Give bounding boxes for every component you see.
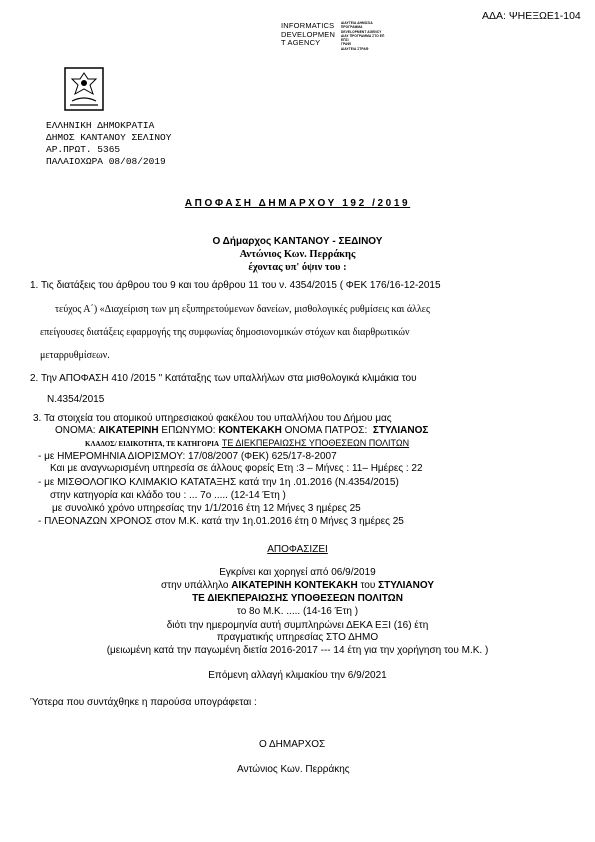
logo-small-line: ΓΡΑΦΙ xyxy=(341,42,352,47)
detail-line: Και με αναγνωρισμένη υπηρεσία σε άλλους φορείς Ετη :3 – Μήνες : 11– Ημέρες : 22 xyxy=(50,463,423,474)
logo-small-line: ΔΙΑΥΓΕΙΑ ΔΗΜΟΣΙΑ xyxy=(341,21,373,25)
logo-small-line: ΠΡΟΓΡΑΜΜΑ xyxy=(341,25,363,30)
item-1-line: 1. Τις διατάξεις του άρθρου του 9 και του άρθρου 11 του ν. 4354/2015 ( ΦΕΚ 176/16-12-2015 xyxy=(30,280,441,291)
document-header xyxy=(46,120,171,168)
logo-small-line: ΔΙΑΥ ΠΡΟΓΡΑΜΜΑ ΣΤΟ ΕΠ xyxy=(341,33,385,38)
branch-value: ΤΕ ΔΙΕΚΠΕΡΑΙΩΣΗΣ ΥΠΟΘΕΣΕΩΝ ΠΟΛΙΤΩΝ xyxy=(221,438,410,448)
municipal-seal-icon xyxy=(64,67,104,111)
employee-branch-line xyxy=(85,438,409,449)
decision-branch: ΤΕ ΔΙΕΚΠΕΡΑΙΩΣΗΣ ΥΠΟΘΕΣΕΩΝ ΠΟΛΙΤΩΝ xyxy=(192,593,403,604)
header-line: ΔΗΜΟΣ ΚΑΝΤΑΝΟΥ ΣΕΛΙΝΟΥ xyxy=(46,132,172,143)
detail-line: - με ΗΜΕΡΟΜΗΝΙΑ ΔΙΟΡΙΣΜΟΥ: 17/08/2007 (ΦΕΚ) 625/17-8-2007 xyxy=(38,451,337,462)
item-1-line: επείγουσες διατάξεις εφαρμογής της συμφωνίας δημοσιονομικών στόχων και διαρθρωτικών xyxy=(40,327,410,338)
item-2-line: 2. Την ΑΠΟΦΑΣΗ 410 /2015 " Κατάταξης των υπαλλήλων στα μισθολογικά κλιμάκια του xyxy=(30,373,417,384)
decision-grade: το 8ο Μ.Κ. ..... (14-16 Έτη ) xyxy=(236,606,359,617)
detail-line: στην κατηγορία και κλάδο του : ... 7ο ..... (12-14 Έτη ) xyxy=(50,490,286,501)
header-line: ΑΡ.ΠΡΩΤ. 5365 xyxy=(46,144,121,155)
signature-name: Αντώνιος Κων. Περράκης xyxy=(237,764,350,775)
closing-line: Ύστερα που συντάχθηκε η παρούσα υπογράφεται : xyxy=(30,697,257,708)
item-1-line: τεύχος Α΄) «Διαχείριση των μη εξυπηρετούμενων δανείων, μισθολογικές ρυθμίσεις και άλλες xyxy=(55,304,430,315)
employee-surname: ΚΟΝΤΕΚΑΚΗ xyxy=(218,425,282,436)
header-line: ΕΛΛΗΝΙΚΗ ΔΗΜΟΚΡΑΤΙΑ xyxy=(46,120,155,131)
surname-label: ΕΠΩΝΥΜΟ: xyxy=(161,425,216,436)
logo-small-line: ΕΠΣΙ xyxy=(341,38,349,43)
logo-small-line: DEVELOPMENT AGENCY xyxy=(341,29,382,34)
branch-label: ΚΛΑΔΟΣ/ ΕΙΔΙΚΟΤΗΤΑ, ΤΕ ΚΑΤΗΓΟΡΙΑ xyxy=(85,440,220,448)
logo-small-text xyxy=(341,21,384,51)
employee-father-name: ΣΤΥΛΙΑΝΟΣ xyxy=(372,425,429,436)
decision-line: διότι την ημερομηνία αυτή συμπληρώνει ΔΕΚΑ ΕΞΙ (16) έτη xyxy=(166,620,429,631)
mayor-line: Ο Δήμαρχος ΚΑΝΤΑΝΟΥ - ΣΕΔΙΝΟΥ xyxy=(212,236,383,247)
item-3-line: 3. Τα στοιχεία του ατομικού υπηρεσιακού φακέλου του υπαλλήλου του Δήμου μας xyxy=(33,413,392,424)
father-label: ΟΝΟΜΑ ΠΑΤΡΟΣ: xyxy=(284,425,368,436)
signature-role: Ο ΔΗΜΑΡΧΟΣ xyxy=(259,739,326,750)
detail-line: με συνολικό χρόνο υπηρεσίας την 1/1/2016 έτη 12 Μήνες 3 ημέρες 25 xyxy=(52,503,361,514)
decision-line xyxy=(0,580,595,591)
decision-title: ΑΠΟΦΑΣΗ ΔΗΜΑΡΧΟΥ 192 /2019 xyxy=(184,198,411,209)
next-change: Επόμενη αλλαγή κλιμακίου την 6/9/2021 xyxy=(208,670,387,681)
decision-line: Εγκρίνει και χορηγεί από 06/9/2019 xyxy=(219,567,376,578)
logo-line: T AGENCY xyxy=(281,38,321,47)
logo-line: DEVELOPMEN xyxy=(281,29,336,39)
ada-code: ΑΔΑ: ΨΗΕΞΩΕ1-104 xyxy=(482,10,581,22)
detail-line: - ΠΛΕΟΝΑΖΩΝ ΧΡΟΝΟΣ στον Μ.Κ. κατά την 1η.01.2016 έτη 0 Μήνες 3 ημέρες 25 xyxy=(38,516,404,527)
decision-employee: στην υπάλληλο ΑΙΚΑΤΕΡΙΝΗ ΚΟΝΤΕΚΑΚΗ του ΣΤΥΛΙΑΝΟΥ xyxy=(160,580,435,591)
item-1-line: μεταρρυθμίσεων. xyxy=(40,350,110,361)
mayor-name: Αντώνιος Κων. Περράκης xyxy=(239,249,356,260)
name-label: ΟΝΟΜΑ: xyxy=(55,425,96,436)
decision-heading: ΑΠΟΦΑΣΙΖΕΙ xyxy=(267,544,328,555)
employee-first-name: ΑΙΚΑΤΕΡΙΝΗ xyxy=(98,425,159,436)
item-2-line: Ν.4354/2015 xyxy=(47,394,105,405)
logo-small-line: ΔΙΑΥΓΕΙΑ ΣΤΡΑΦ xyxy=(341,46,369,51)
logo-line: INFORMATICS xyxy=(281,21,335,30)
decision-line: πραγματικής υπηρεσίας ΣΤΟ ΔΗΜΟ xyxy=(216,632,379,643)
header-line: ΠΑΛΑΙΟΧΩΡΑ 08/08/2019 xyxy=(46,156,166,167)
diavgeia-logo xyxy=(281,22,335,48)
mayor-considering: έχοντας υπ' όψιν του : xyxy=(248,262,347,273)
decision-note: (μειωμένη κατά την παγωμένη διετία 2016-2017 --- 14 έτη για την χορήγηση του Μ.Κ. ) xyxy=(106,645,489,656)
detail-line: - με ΜΙΣΘΟΛΟΓΙΚΟ ΚΛΙΜΑΚΙΟ ΚΑΤΑΤΑΞΗΣ κατά την 1η .01.2016 (Ν.4354/2015) xyxy=(38,477,399,488)
employee-name-line xyxy=(55,425,428,436)
